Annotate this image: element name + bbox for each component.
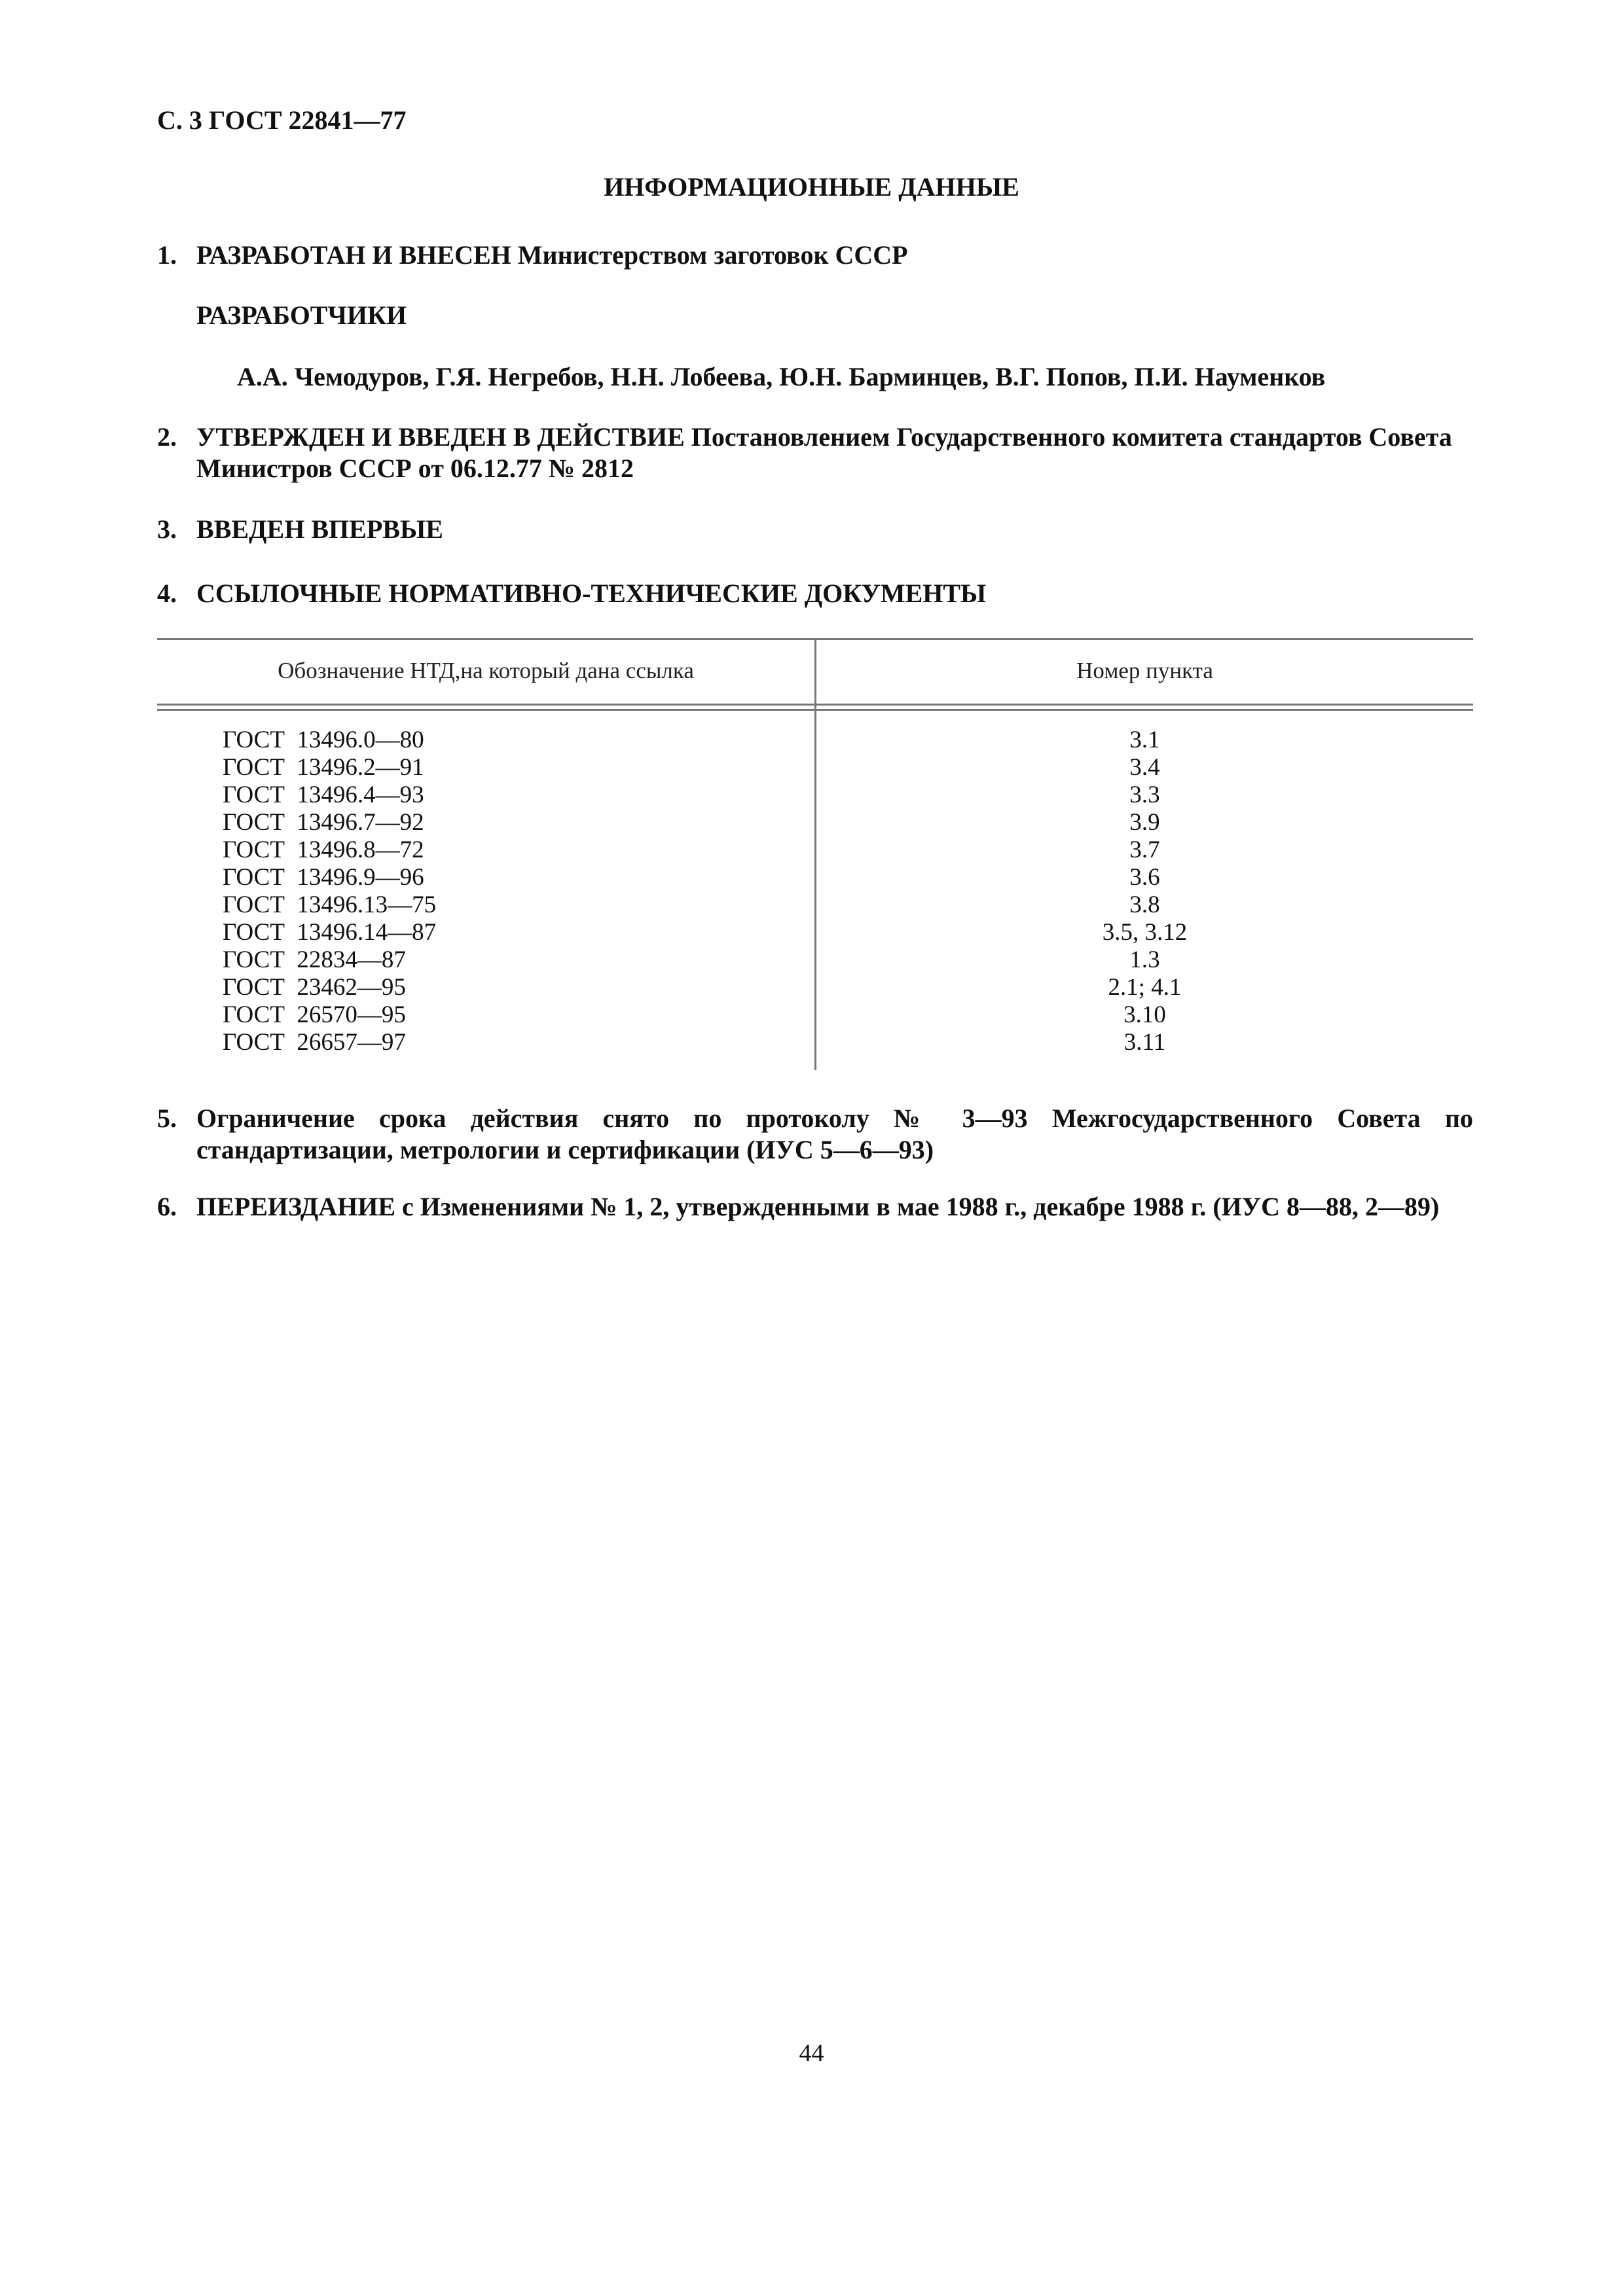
table-cell-document: ГОСТ 13496.0—80 — [223, 726, 424, 753]
item-3 — [157, 514, 1473, 545]
developers-list: А.А. Чемодуров, Г.Я. Негребов, Н.Н. Лобеева, Ю.Н. Барминцев, В.Г. Попов, П.И. Науменков — [237, 362, 1326, 391]
table-cell-clause: 3.10 — [1123, 1001, 1166, 1028]
table-cell-clause: 3.6 — [1129, 864, 1160, 891]
item-number: 4. — [157, 579, 177, 608]
table-cell-document: ГОСТ 13496.7—92 — [223, 809, 424, 836]
document-column — [223, 726, 436, 1056]
page-header: С. 3 ГОСТ 22841—77 — [157, 105, 407, 135]
table-cell-document: ГОСТ 13496.8—72 — [223, 836, 424, 863]
item-number: 2. — [157, 422, 177, 452]
table-cell-document: ГОСТ 26657—97 — [223, 1029, 406, 1056]
document-title: ИНФОРМАЦИОННЫЕ ДАННЫЕ — [604, 172, 1019, 202]
item-5 — [157, 1103, 1473, 1166]
table-cell-document: ГОСТ 22834—87 — [223, 946, 406, 973]
item-text: Ограничение срока действия снято по протоколу № 3—93 Межгосударственного Совета по стандартизации, метрологии и сертификации (ИУС 5—6—93) — [196, 1103, 1473, 1164]
table-cell-clause: 3.7 — [1129, 836, 1160, 863]
table-cell-clause: 3.1 — [1129, 726, 1160, 753]
table-cell-document: ГОСТ 13496.13—75 — [223, 891, 437, 918]
table-cell-document: ГОСТ 26570—95 — [223, 1001, 406, 1028]
table-cell-document: ГОСТ 13496.2—91 — [223, 754, 424, 781]
table-cell-clause: 3.11 — [1123, 1029, 1166, 1056]
column-header-clause: Номер пункта — [1076, 658, 1213, 683]
item-text: ССЫЛОЧНЫЕ НОРМАТИВНО-ТЕХНИЧЕСКИЕ ДОКУМЕНТЫ — [196, 579, 987, 608]
table-cell-clause: 3.4 — [1129, 754, 1160, 781]
item-text: ВВЕДЕН ВПЕРВЫЕ — [196, 514, 443, 544]
item-1 — [157, 240, 1473, 271]
item-4 — [157, 578, 1473, 609]
item-number: 1. — [157, 240, 177, 270]
table-cell-clause: 1.3 — [1129, 946, 1160, 973]
table-cell-document: ГОСТ 13496.14—87 — [223, 919, 437, 946]
column-header-document: Обозначение НТД,на который дана ссылка — [278, 658, 694, 683]
page-number: 44 — [799, 2039, 824, 2067]
reference-documents-table — [157, 638, 1473, 1070]
item-2 — [157, 422, 1473, 484]
item-number: 6. — [157, 1192, 177, 1221]
table-cell-document: ГОСТ 13496.4—93 — [223, 781, 424, 808]
table-cell-clause: 3.9 — [1129, 809, 1160, 836]
item-text: РАЗРАБОТАН И ВНЕСЕН Министерством заготовок СССР — [196, 240, 908, 270]
item-text: УТВЕРЖДЕН И ВВЕДЕН В ДЕЙСТВИЕ Постановлением Государственного комитета стандартов Совета Министров СССР от 06.12.77 № 2812 — [196, 422, 1452, 483]
table-cell-document: ГОСТ 13496.9—96 — [223, 864, 424, 891]
item-number: 3. — [157, 514, 177, 544]
table-cell-clause: 3.8 — [1129, 891, 1160, 918]
table-cell-clause: 3.3 — [1129, 781, 1160, 808]
item-number: 5. — [157, 1103, 177, 1133]
table-cell-clause: 2.1; 4.1 — [1108, 974, 1182, 1001]
table-cell-document: ГОСТ 23462—95 — [223, 974, 406, 1001]
clause-column — [816, 726, 1473, 1056]
item-6 — [157, 1191, 1473, 1223]
developers-heading: РАЗРАБОТЧИКИ — [196, 300, 407, 330]
table-cell-clause: 3.5, 3.12 — [1102, 919, 1188, 946]
item-text: ПЕРЕИЗДАНИЕ с Изменениями № 1, 2, утвержденными в мае 1988 г., декабре 1988 г. (ИУС 8—88, 2—89) — [196, 1192, 1440, 1221]
